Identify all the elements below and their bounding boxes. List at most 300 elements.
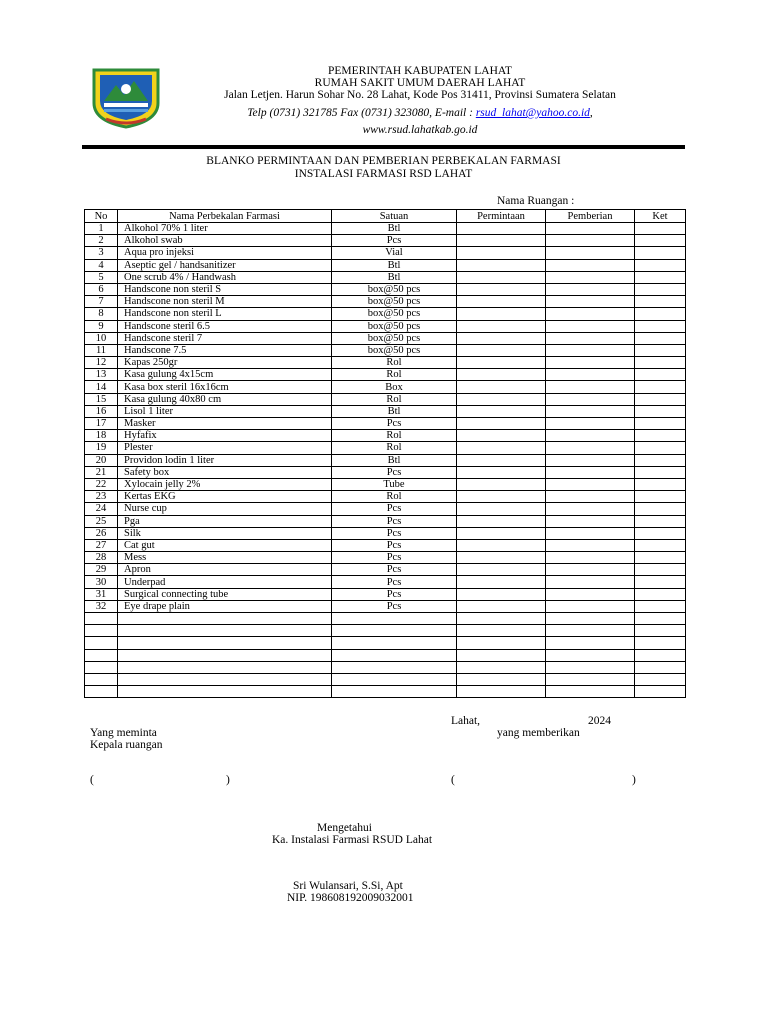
cell-request — [457, 381, 546, 393]
cell-name: Kasa box steril 16x16cm — [118, 381, 332, 393]
cell-note — [635, 515, 686, 527]
cell-unit: Pcs — [332, 527, 457, 539]
cell-given — [546, 661, 635, 673]
table-row — [85, 454, 686, 466]
table-row — [85, 247, 686, 259]
cell-name: Handscone non steril S — [118, 283, 332, 295]
cell-unit: Btl — [332, 454, 457, 466]
cell-request — [457, 357, 546, 369]
cell-given — [546, 539, 635, 551]
cell-given — [546, 442, 635, 454]
cell-no: 9 — [85, 320, 118, 332]
cell-name: Handscone steril 6.5 — [118, 320, 332, 332]
table-row-empty — [85, 649, 686, 661]
cell-unit — [332, 686, 457, 698]
cell-note — [635, 283, 686, 295]
cell-unit: Pcs — [332, 235, 457, 247]
cell-request — [457, 442, 546, 454]
cell-given — [546, 247, 635, 259]
cell-given — [546, 381, 635, 393]
cell-request — [457, 344, 546, 356]
table-row — [85, 564, 686, 576]
table-row-empty — [85, 686, 686, 698]
header-contact: Telp (0731) 321785 Fax (0731) 323080, E-mail : rsud_lahat@yahoo.co.id, — [247, 107, 593, 119]
cell-name: Kertas EKG — [118, 491, 332, 503]
cell-unit: Pcs — [332, 588, 457, 600]
cell-unit: Pcs — [332, 503, 457, 515]
cell-name: Nurse cup — [118, 503, 332, 515]
email-link[interactable]: rsud_lahat@yahoo.co.id — [475, 107, 590, 119]
table-row — [85, 539, 686, 551]
cell-name: Safety box — [118, 466, 332, 478]
header-address: Jalan Letjen. Harun Sohar No. 28 Lahat, Kode Pos 31411, Provinsi Sumatera Selatan — [224, 89, 616, 101]
cell-unit: Pcs — [332, 600, 457, 612]
cell-request — [457, 686, 546, 698]
cell-note — [635, 686, 686, 698]
table-row — [85, 491, 686, 503]
cell-note — [635, 357, 686, 369]
cell-no: 25 — [85, 515, 118, 527]
cell-name: Masker — [118, 418, 332, 430]
cell-unit: Rol — [332, 430, 457, 442]
cell-request — [457, 649, 546, 661]
cell-unit: Btl — [332, 259, 457, 271]
cell-no: 6 — [85, 283, 118, 295]
cell-note — [635, 405, 686, 417]
cell-no: 28 — [85, 552, 118, 564]
cell-unit — [332, 661, 457, 673]
table-row-empty — [85, 661, 686, 673]
cell-given — [546, 637, 635, 649]
cell-note — [635, 369, 686, 381]
cell-no — [85, 613, 118, 625]
table-row — [85, 600, 686, 612]
cell-request — [457, 308, 546, 320]
cell-note — [635, 271, 686, 283]
cell-request — [457, 418, 546, 430]
cell-request — [457, 637, 546, 649]
cell-name — [118, 686, 332, 698]
cell-unit: box@50 pcs — [332, 308, 457, 320]
requester-role: Kepala ruangan — [90, 739, 163, 751]
table-body — [85, 223, 686, 698]
cell-request — [457, 588, 546, 600]
cell-name: Cat gut — [118, 539, 332, 551]
cell-given — [546, 625, 635, 637]
cell-request — [457, 235, 546, 247]
cell-name: Alkohol swab — [118, 235, 332, 247]
cell-note — [635, 247, 686, 259]
requester-label: Yang meminta — [90, 727, 157, 739]
cell-note — [635, 491, 686, 503]
cell-note — [635, 588, 686, 600]
cell-no: 26 — [85, 527, 118, 539]
cell-unit: box@50 pcs — [332, 320, 457, 332]
cell-name: Handscone non steril L — [118, 308, 332, 320]
col-header-unit: Satuan — [332, 210, 457, 223]
header-hospital: RUMAH SAKIT UMUM DAERAH LAHAT — [314, 77, 526, 89]
cell-note — [635, 661, 686, 673]
cell-request — [457, 271, 546, 283]
cell-unit — [332, 625, 457, 637]
cell-note — [635, 381, 686, 393]
cell-name: Handscone non steril M — [118, 296, 332, 308]
table-row-empty — [85, 673, 686, 685]
cell-no: 3 — [85, 247, 118, 259]
cell-given — [546, 515, 635, 527]
header-government: PEMERINTAH KABUPATEN LAHAT — [328, 65, 512, 77]
cell-no: 13 — [85, 369, 118, 381]
cell-note — [635, 454, 686, 466]
cell-unit: Btl — [332, 271, 457, 283]
cell-given — [546, 235, 635, 247]
cell-name: Apron — [118, 564, 332, 576]
cell-name: Hyfafix — [118, 430, 332, 442]
cell-request — [457, 430, 546, 442]
table-row — [85, 369, 686, 381]
cell-note — [635, 320, 686, 332]
cell-given — [546, 332, 635, 344]
cell-request — [457, 600, 546, 612]
cell-given — [546, 552, 635, 564]
cell-name: Plester — [118, 442, 332, 454]
cell-note — [635, 564, 686, 576]
signer-name: Sri Wulansari, S.Si, Apt — [293, 880, 403, 892]
cell-note — [635, 552, 686, 564]
form-subtitle: INSTALASI FARMASI RSD LAHAT — [294, 168, 473, 180]
cell-request — [457, 454, 546, 466]
cell-no: 10 — [85, 332, 118, 344]
cell-no: 1 — [85, 223, 118, 235]
cell-no: 14 — [85, 381, 118, 393]
cell-note — [635, 503, 686, 515]
table-row — [85, 308, 686, 320]
cell-note — [635, 576, 686, 588]
cell-given — [546, 613, 635, 625]
cell-request — [457, 223, 546, 235]
signature-right-open: ( — [451, 774, 455, 786]
cell-name: Providon lodin 1 liter — [118, 454, 332, 466]
cell-given — [546, 576, 635, 588]
cell-unit: Rol — [332, 393, 457, 405]
cell-no: 4 — [85, 259, 118, 271]
cell-no — [85, 673, 118, 685]
supply-table — [84, 209, 686, 698]
acknowledge-label: Mengetahui — [317, 822, 372, 834]
cell-request — [457, 564, 546, 576]
cell-given — [546, 454, 635, 466]
table-row — [85, 320, 686, 332]
cell-no: 11 — [85, 344, 118, 356]
cell-no — [85, 637, 118, 649]
cell-given — [546, 393, 635, 405]
table-row — [85, 405, 686, 417]
cell-name: Mess — [118, 552, 332, 564]
cell-given — [546, 344, 635, 356]
cell-request — [457, 576, 546, 588]
table-row — [85, 552, 686, 564]
cell-given — [546, 600, 635, 612]
table-row — [85, 357, 686, 369]
cell-unit: Btl — [332, 223, 457, 235]
cell-name: Surgical connecting tube — [118, 588, 332, 600]
cell-note — [635, 527, 686, 539]
cell-given — [546, 308, 635, 320]
cell-no: 7 — [85, 296, 118, 308]
cell-given — [546, 271, 635, 283]
cell-no — [85, 686, 118, 698]
cell-unit: box@50 pcs — [332, 283, 457, 295]
cell-request — [457, 247, 546, 259]
table-row — [85, 283, 686, 295]
table-row — [85, 442, 686, 454]
cell-given — [546, 223, 635, 235]
cell-note — [635, 308, 686, 320]
col-header-no: No — [85, 210, 118, 223]
cell-given — [546, 649, 635, 661]
table-row — [85, 259, 686, 271]
cell-unit: Rol — [332, 357, 457, 369]
cell-no: 21 — [85, 466, 118, 478]
cell-request — [457, 661, 546, 673]
table-row — [85, 515, 686, 527]
cell-no: 23 — [85, 491, 118, 503]
cell-note — [635, 539, 686, 551]
cell-note — [635, 600, 686, 612]
cell-given — [546, 466, 635, 478]
cell-unit: Pcs — [332, 539, 457, 551]
table-row — [85, 478, 686, 490]
cell-request — [457, 405, 546, 417]
cell-no: 16 — [85, 405, 118, 417]
cell-note — [635, 296, 686, 308]
cell-no: 19 — [85, 442, 118, 454]
cell-request — [457, 539, 546, 551]
col-header-given: Pemberian — [546, 210, 635, 223]
cell-given — [546, 418, 635, 430]
cell-note — [635, 223, 686, 235]
cell-name: Silk — [118, 527, 332, 539]
cell-unit: Rol — [332, 491, 457, 503]
cell-request — [457, 283, 546, 295]
cell-given — [546, 357, 635, 369]
cell-request — [457, 320, 546, 332]
cell-given — [546, 296, 635, 308]
cell-name: One scrub 4% / Handwash — [118, 271, 332, 283]
cell-name — [118, 625, 332, 637]
cell-name: Handscone steril 7 — [118, 332, 332, 344]
cell-name: Alkohol 70% 1 liter — [118, 223, 332, 235]
cell-no: 32 — [85, 600, 118, 612]
table-row — [85, 235, 686, 247]
cell-no — [85, 625, 118, 637]
cell-no: 2 — [85, 235, 118, 247]
cell-given — [546, 320, 635, 332]
cell-no: 8 — [85, 308, 118, 320]
cell-no: 30 — [85, 576, 118, 588]
cell-unit: Pcs — [332, 564, 457, 576]
table-row — [85, 576, 686, 588]
cell-name: Aseptic gel / handsanitizer — [118, 259, 332, 271]
cell-request — [457, 613, 546, 625]
lahat-regency-logo — [90, 67, 162, 129]
giver-label: yang memberikan — [497, 727, 580, 739]
cell-request — [457, 491, 546, 503]
cell-given — [546, 478, 635, 490]
cell-unit: Pcs — [332, 515, 457, 527]
cell-given — [546, 491, 635, 503]
cell-no: 12 — [85, 357, 118, 369]
cell-request — [457, 552, 546, 564]
cell-unit: Rol — [332, 442, 457, 454]
cell-name: Eye drape plain — [118, 600, 332, 612]
cell-note — [635, 478, 686, 490]
cell-note — [635, 613, 686, 625]
cell-note — [635, 649, 686, 661]
cell-no: 22 — [85, 478, 118, 490]
cell-given — [546, 369, 635, 381]
cell-name — [118, 673, 332, 685]
cell-no: 17 — [85, 418, 118, 430]
cell-unit: box@50 pcs — [332, 332, 457, 344]
table-row — [85, 344, 686, 356]
cell-unit: box@50 pcs — [332, 296, 457, 308]
table-row — [85, 430, 686, 442]
cell-note — [635, 430, 686, 442]
cell-note — [635, 235, 686, 247]
header-divider — [82, 145, 685, 149]
cell-given — [546, 430, 635, 442]
cell-note — [635, 418, 686, 430]
cell-unit: Pcs — [332, 576, 457, 588]
form-title: BLANKO PERMINTAAN DAN PEMBERIAN PERBEKALAN FARMASI — [206, 155, 561, 167]
table-row-empty — [85, 613, 686, 625]
cell-no — [85, 661, 118, 673]
header-website: www.rsud.lahatkab.go.id — [362, 124, 478, 136]
cell-name: Pga — [118, 515, 332, 527]
cell-name: Xylocain jelly 2% — [118, 478, 332, 490]
cell-note — [635, 625, 686, 637]
cell-request — [457, 515, 546, 527]
cell-no: 29 — [85, 564, 118, 576]
table-row-empty — [85, 625, 686, 637]
cell-no: 20 — [85, 454, 118, 466]
cell-given — [546, 527, 635, 539]
cell-given — [546, 588, 635, 600]
cell-unit — [332, 613, 457, 625]
cell-name: Kasa gulung 4x15cm — [118, 369, 332, 381]
cell-given — [546, 283, 635, 295]
cell-name: Kapas 250gr — [118, 357, 332, 369]
cell-request — [457, 466, 546, 478]
cell-unit: Box — [332, 381, 457, 393]
cell-no: 31 — [85, 588, 118, 600]
table-row-empty — [85, 637, 686, 649]
signature-left-open: ( — [90, 774, 94, 786]
cell-note — [635, 332, 686, 344]
cell-unit: Pcs — [332, 466, 457, 478]
table-row — [85, 588, 686, 600]
cell-name — [118, 649, 332, 661]
year-label: 2024 — [588, 715, 611, 727]
cell-name: Underpad — [118, 576, 332, 588]
table-row — [85, 393, 686, 405]
cell-no — [85, 649, 118, 661]
cell-request — [457, 527, 546, 539]
signer-nip: NIP. 198608192009032001 — [287, 892, 414, 904]
cell-no: 27 — [85, 539, 118, 551]
cell-request — [457, 332, 546, 344]
cell-given — [546, 259, 635, 271]
cell-given — [546, 673, 635, 685]
cell-given — [546, 503, 635, 515]
cell-name: Kasa gulung 40x80 cm — [118, 393, 332, 405]
cell-request — [457, 478, 546, 490]
cell-unit: Tube — [332, 478, 457, 490]
table-row — [85, 381, 686, 393]
cell-name: Handscone 7.5 — [118, 344, 332, 356]
acknowledge-role: Ka. Instalasi Farmasi RSUD Lahat — [272, 834, 433, 846]
cell-request — [457, 673, 546, 685]
cell-note — [635, 442, 686, 454]
cell-given — [546, 564, 635, 576]
cell-unit: Rol — [332, 369, 457, 381]
cell-note — [635, 466, 686, 478]
cell-request — [457, 503, 546, 515]
table-row — [85, 296, 686, 308]
cell-request — [457, 393, 546, 405]
cell-unit — [332, 637, 457, 649]
cell-note — [635, 259, 686, 271]
cell-request — [457, 625, 546, 637]
table-row — [85, 223, 686, 235]
cell-unit: Btl — [332, 405, 457, 417]
table-row — [85, 466, 686, 478]
cell-note — [635, 637, 686, 649]
cell-no: 15 — [85, 393, 118, 405]
table-row — [85, 271, 686, 283]
cell-unit: box@50 pcs — [332, 344, 457, 356]
cell-unit: Pcs — [332, 418, 457, 430]
cell-note — [635, 393, 686, 405]
cell-name — [118, 613, 332, 625]
cell-name: Aqua pro injeksi — [118, 247, 332, 259]
room-name-label: Nama Ruangan : — [497, 195, 575, 207]
cell-no: 5 — [85, 271, 118, 283]
cell-no: 18 — [85, 430, 118, 442]
cell-unit: Pcs — [332, 552, 457, 564]
cell-name — [118, 637, 332, 649]
place-label: Lahat, — [451, 715, 481, 727]
cell-unit — [332, 673, 457, 685]
cell-unit — [332, 649, 457, 661]
cell-note — [635, 673, 686, 685]
col-header-note: Ket — [635, 210, 686, 223]
table-row — [85, 527, 686, 539]
cell-request — [457, 296, 546, 308]
cell-request — [457, 369, 546, 381]
cell-given — [546, 405, 635, 417]
signature-left-close: ) — [226, 774, 230, 786]
table-header-row — [85, 210, 686, 223]
table-row — [85, 503, 686, 515]
cell-request — [457, 259, 546, 271]
cell-name: Lisol 1 liter — [118, 405, 332, 417]
cell-no: 24 — [85, 503, 118, 515]
cell-unit: Vial — [332, 247, 457, 259]
table-row — [85, 418, 686, 430]
cell-note — [635, 344, 686, 356]
